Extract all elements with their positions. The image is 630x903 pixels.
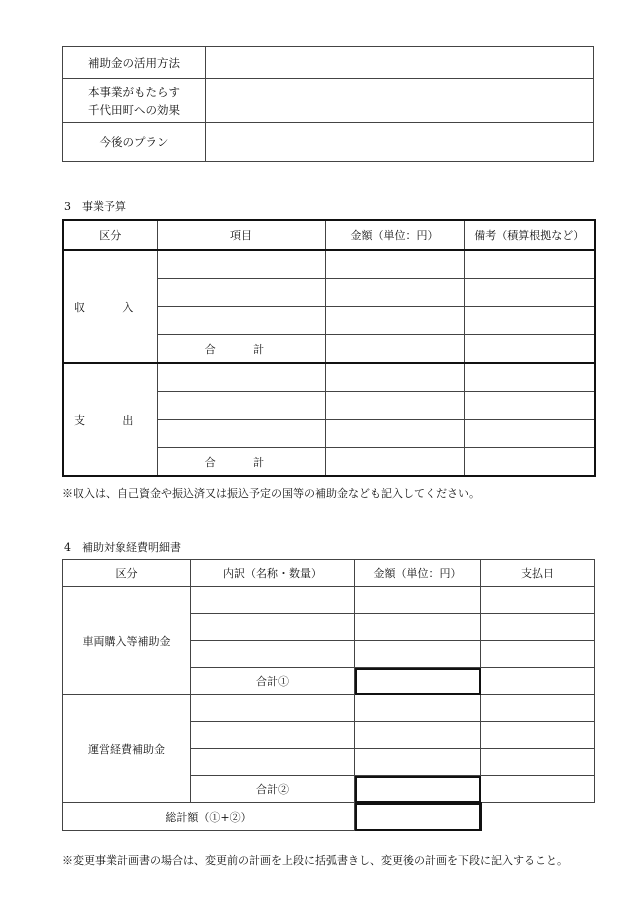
budget-cell[interactable] (325, 363, 464, 392)
budget-header-remarks: 備考（積算根拠など） (464, 220, 595, 250)
budget-cell[interactable] (464, 279, 595, 307)
budget-header-item: 項目 (157, 220, 325, 250)
income-total-remarks[interactable] (464, 335, 595, 364)
expense-total-remarks[interactable] (464, 448, 595, 477)
label-usage-method: 補助金の活用方法 (63, 47, 206, 79)
budget-cell[interactable] (464, 392, 595, 420)
budget-cell[interactable] (464, 363, 595, 392)
label-effect-line2: 千代田町への効果 (88, 102, 180, 117)
subtotal2-label: 合計② (191, 776, 355, 803)
income-total-amount[interactable] (325, 335, 464, 364)
detail-cell[interactable] (355, 722, 481, 749)
budget-cell[interactable] (157, 363, 325, 392)
label-future-plan: 今後のプラン (63, 123, 206, 162)
expense-total-label: 合 計 (157, 448, 325, 477)
usage-method-field[interactable] (206, 47, 594, 79)
grand-total-label: 総計額（①+②） (63, 803, 355, 831)
budget-cell[interactable] (157, 420, 325, 448)
detail-header-amount: 金額（単位：円） (355, 560, 481, 587)
budget-table (62, 219, 596, 477)
effect-field[interactable] (206, 79, 594, 123)
detail-header-category: 区分 (63, 560, 191, 587)
label-effect-line1: 本事業がもたらす (88, 84, 180, 99)
expense-total-amount[interactable] (325, 448, 464, 477)
operating-subsidy-label: 運営経費補助金 (63, 695, 191, 803)
budget-cell[interactable] (464, 250, 595, 279)
future-plan-field[interactable] (206, 123, 594, 162)
income-label: 収 入 (63, 250, 157, 363)
budget-cell[interactable] (157, 307, 325, 335)
grand-total-amount[interactable] (355, 803, 481, 831)
detail-cell[interactable] (481, 695, 595, 722)
budget-cell[interactable] (325, 250, 464, 279)
grand-total-date (481, 803, 595, 831)
section4-note: ※変更事業計画書の場合は、変更前の計画を上段に括弧書きし、変更後の計画を下段に記入すること。 (62, 854, 568, 867)
detail-cell[interactable] (355, 614, 481, 641)
expense-label: 支 出 (63, 363, 157, 476)
detail-cell[interactable] (481, 587, 595, 614)
detail-cell[interactable] (481, 749, 595, 776)
budget-cell[interactable] (157, 392, 325, 420)
detail-cell[interactable] (481, 614, 595, 641)
detail-cell[interactable] (481, 722, 595, 749)
plan-table (62, 46, 594, 162)
vehicle-subsidy-label: 車両購入等補助金 (63, 587, 191, 695)
income-total-label: 合 計 (157, 335, 325, 364)
detail-cell[interactable] (191, 587, 355, 614)
detail-header-breakdown: 内訳（名称・数量） (191, 560, 355, 587)
budget-cell[interactable] (157, 279, 325, 307)
detail-cell[interactable] (191, 641, 355, 668)
subtotal2-date[interactable] (481, 776, 595, 803)
budget-header-amount: 金額（単位：円） (325, 220, 464, 250)
detail-cell[interactable] (191, 614, 355, 641)
section4-heading: 4 補助対象経費明細書 (64, 541, 181, 554)
detail-cell[interactable] (355, 641, 481, 668)
budget-cell[interactable] (325, 420, 464, 448)
expense-detail-table (62, 559, 595, 831)
budget-cell[interactable] (464, 307, 595, 335)
budget-header-category: 区分 (63, 220, 157, 250)
section3-note: ※収入は、自己資金や振込済又は振込予定の国等の補助金なども記入してください。 (62, 487, 480, 500)
subtotal1-amount[interactable] (355, 668, 481, 695)
detail-cell[interactable] (355, 695, 481, 722)
detail-cell[interactable] (355, 749, 481, 776)
budget-cell[interactable] (325, 392, 464, 420)
budget-cell[interactable] (325, 279, 464, 307)
detail-header-payment-date: 支払日 (481, 560, 595, 587)
detail-cell[interactable] (191, 722, 355, 749)
subtotal2-amount[interactable] (355, 776, 481, 803)
detail-cell[interactable] (191, 749, 355, 776)
detail-cell[interactable] (355, 587, 481, 614)
budget-cell[interactable] (325, 307, 464, 335)
section3-heading: 3 事業予算 (64, 200, 126, 213)
budget-cell[interactable] (464, 420, 595, 448)
detail-cell[interactable] (481, 641, 595, 668)
subtotal1-label: 合計① (191, 668, 355, 695)
budget-cell[interactable] (157, 250, 325, 279)
label-effect (63, 79, 206, 123)
subtotal1-date[interactable] (481, 668, 595, 695)
detail-cell[interactable] (191, 695, 355, 722)
